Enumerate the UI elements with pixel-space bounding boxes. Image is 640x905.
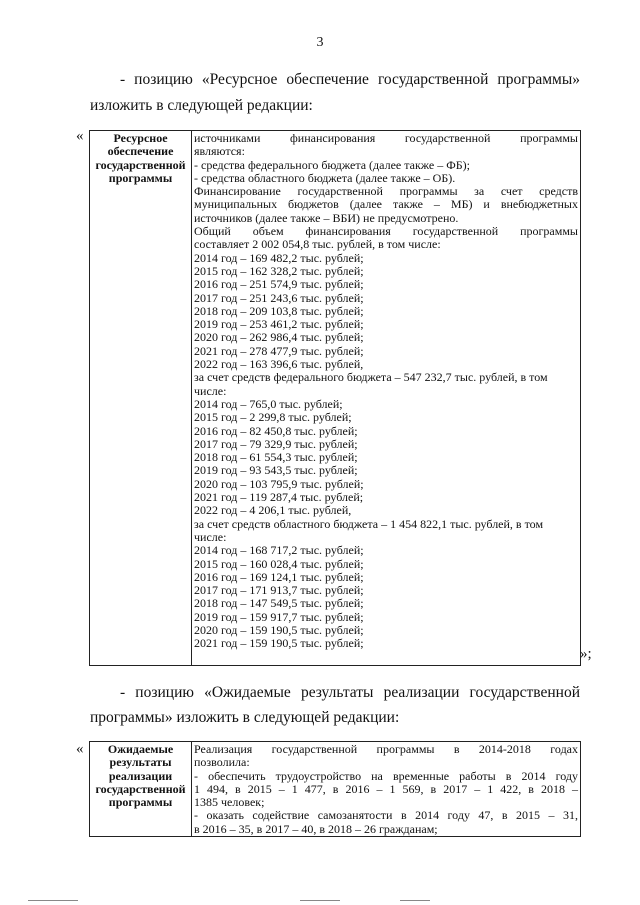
header-line: реализации	[108, 768, 173, 783]
text-line: 2015 год – 2 299,8 тыс. рублей;	[194, 410, 352, 425]
opening-quote: «	[76, 741, 84, 757]
text-line: 2019 год – 93 543,5 тыс. рублей;	[194, 463, 358, 478]
text-line: являются:	[194, 144, 245, 159]
text-line: 2020 год – 159 190,5 тыс. рублей;	[194, 622, 364, 637]
header-line: программы	[108, 795, 173, 810]
resource-table-header	[90, 131, 192, 666]
text-line: 1 494, в 2015 – 1 477, в 2016 – 1 569, в 2017 – 1 422, в 2018 –	[194, 781, 578, 796]
text-line: числе:	[194, 529, 227, 544]
text-line: 2021 год – 119 287,4 тыс. рублей;	[194, 490, 364, 505]
text-line: 2016 год – 82 450,8 тыс. рублей;	[194, 423, 358, 438]
results-table	[89, 741, 581, 837]
text-line: - средства областного бюджета (далее также – ОБ).	[194, 170, 456, 185]
text-line: - оказать содействие самозанятости в 2014 году 47, в 2015 – 31,	[194, 808, 578, 823]
closing-quote: »;	[580, 646, 592, 662]
header-line: Ожидаемые	[107, 742, 174, 756]
text-line: 2019 год – 253 461,2 тыс. рублей;	[194, 317, 364, 332]
text-line: 2014 год – 168 717,2 тыс. рублей;	[194, 543, 364, 558]
text-line: источников (далее также – ВБИ) не предусмотрено.	[194, 210, 459, 225]
text-line: 2018 год – 147 549,5 тыс. рублей;	[194, 596, 364, 611]
text-line: составляет 2 002 054,8 тыс. рублей, в том числе:	[194, 237, 441, 252]
text-line: 2021 год – 278 477,9 тыс. рублей;	[194, 343, 364, 358]
text-line: 2014 год – 169 482,2 тыс. рублей;	[194, 250, 364, 265]
text-line: позволила:	[194, 755, 250, 770]
text-line: 2020 год – 262 986,4 тыс. рублей;	[194, 330, 364, 345]
text-line: 2018 год – 61 554,3 тыс. рублей;	[194, 450, 358, 465]
results-table-header	[90, 742, 192, 837]
resource-table-body	[192, 131, 581, 666]
text-line: 2017 год – 251 243,6 тыс. рублей;	[194, 290, 364, 305]
text-line: 2020 год – 103 795,9 тыс. рублей;	[194, 476, 364, 491]
header-line: результаты	[109, 755, 172, 770]
text-line: 2016 год – 251 574,9 тыс. рублей;	[194, 277, 364, 292]
header-line: программы	[108, 170, 173, 185]
text-line: 2015 год – 162 328,2 тыс. рублей;	[194, 263, 364, 278]
text-line: за счет средств федерального бюджета – 547 232,7 тыс. рублей, в том	[194, 370, 548, 385]
text-line: 2022 год – 4 206,1 тыс. рублей,	[194, 503, 352, 518]
text-line: 2015 год – 160 028,4 тыс. рублей;	[194, 556, 364, 571]
page-number: 3	[316, 35, 324, 50]
text-line: источниками финансирования государственной программы	[194, 131, 578, 145]
text-line: 2017 год – 171 913,7 тыс. рублей;	[194, 583, 364, 598]
results-table-body	[192, 742, 581, 837]
text-line: Финансирование государственной программы за счет средств	[194, 184, 578, 199]
text-line: 2014 год – 765,0 тыс. рублей;	[194, 396, 343, 411]
text-line: в 2016 – 35, в 2017 – 40, в 2018 – 26 гражданам;	[194, 821, 438, 836]
paragraph-resource-intro-cont: изложить в следующей редакции:	[90, 97, 313, 114]
header-line: государственной	[95, 157, 186, 172]
text-line: 2016 год – 169 124,1 тыс. рублей;	[194, 569, 364, 584]
paragraph-results-intro-cont: программы» изложить в следующей редакции:	[90, 709, 400, 726]
footer-rule	[400, 900, 430, 901]
text-line: 2017 год – 79 329,9 тыс. рублей;	[194, 436, 358, 451]
paragraph-resource-intro: - позицию «Ресурсное обеспечение государственной программы»	[120, 71, 580, 88]
header-line: Ресурсное	[113, 131, 168, 145]
text-line: 2021 год – 159 190,5 тыс. рублей;	[194, 636, 364, 651]
text-line: - обеспечить трудоустройство на временные работы в 2014 году	[194, 768, 578, 783]
text-line: 2018 год – 209 103,8 тыс. рублей;	[194, 303, 364, 318]
text-line: 2019 год – 159 917,7 тыс. рублей;	[194, 609, 364, 624]
footer-rule	[300, 900, 340, 901]
text-line: Общий объем финансирования государственной программы	[194, 224, 578, 239]
opening-quote: «	[76, 128, 84, 144]
text-line: 2022 год – 163 396,6 тыс. рублей,	[194, 357, 364, 372]
header-line: обеспечение	[107, 144, 174, 159]
text-line: - средства федерального бюджета (далее также – ФБ);	[194, 157, 470, 172]
footer-rule	[28, 900, 78, 901]
text-line: за счет средств областного бюджета – 1 454 822,1 тыс. рублей, в том	[194, 516, 544, 531]
paragraph-results-intro: - позицию «Ожидаемые результаты реализации государственной	[120, 684, 580, 701]
resource-table	[89, 130, 581, 666]
text-line: числе:	[194, 383, 227, 398]
header-line: государственной	[95, 781, 186, 796]
text-line: муниципальных бюджетов (далее также – МБ) и внебюджетных	[194, 197, 578, 212]
text-line: Реализация государственной программы в 2014-2018 годах	[194, 742, 578, 756]
text-line: 1385 человек;	[194, 795, 265, 810]
